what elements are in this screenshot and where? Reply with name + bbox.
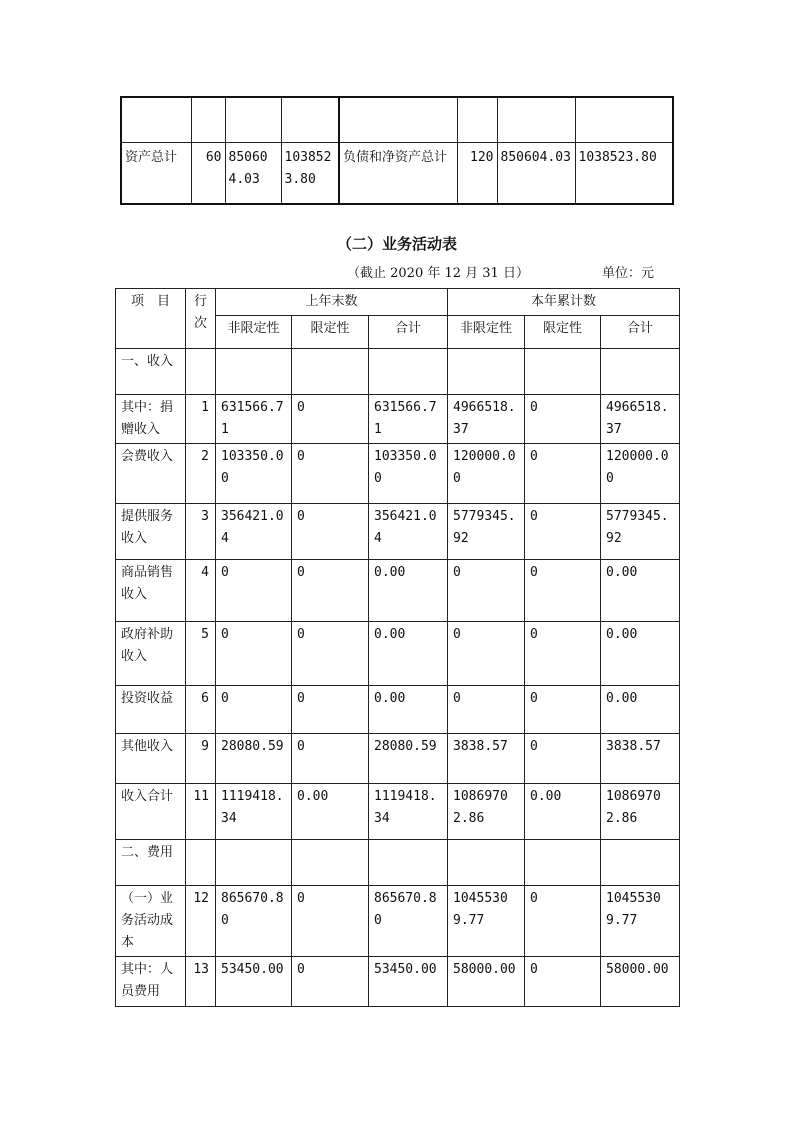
table-row — [121, 97, 673, 143]
activity-table-title: （二）业务活动表 — [336, 235, 457, 253]
this-unrestricted: 5779345.92 — [448, 504, 525, 560]
table-row — [116, 840, 680, 886]
this-unrestricted — [448, 840, 525, 886]
row-line: 2 — [186, 444, 216, 504]
assets-total-line: 60 — [191, 143, 225, 205]
prev-unrestricted: 53450.00 — [216, 957, 292, 1007]
this-total: 58000.00 — [601, 957, 680, 1007]
row-item: （一）业务活动成本 — [116, 886, 186, 957]
this-total — [601, 349, 680, 395]
this-total: 10869702.86 — [601, 784, 680, 840]
row-item: 收入合计 — [116, 784, 186, 840]
this-unrestricted: 4966518.37 — [448, 395, 525, 444]
header-prev-total: 合计 — [369, 316, 448, 349]
header-this-unrestricted: 非限定性 — [448, 316, 525, 349]
table-cell — [497, 97, 575, 143]
prev-restricted: 0 — [292, 504, 369, 560]
row-item: 会费收入 — [116, 444, 186, 504]
this-unrestricted: 120000.00 — [448, 444, 525, 504]
this-unrestricted — [448, 349, 525, 395]
this-total: 4966518.37 — [601, 395, 680, 444]
liabilities-total-end: 1038523.80 — [575, 143, 673, 205]
table-row — [116, 686, 680, 734]
table-row — [116, 886, 680, 957]
assets-total-end: 1038523.80 — [281, 143, 339, 205]
prev-total: 28080.59 — [369, 734, 448, 784]
this-total: 0.00 — [601, 560, 680, 622]
table-row — [116, 444, 680, 504]
this-total: 10455309.77 — [601, 886, 680, 957]
this-restricted: 0 — [525, 886, 601, 957]
liabilities-total-label: 负债和净资产总计 — [339, 143, 457, 205]
prev-restricted: 0 — [292, 734, 369, 784]
row-item: 商品销售收入 — [116, 560, 186, 622]
row-line — [186, 349, 216, 395]
row-item: 投资收益 — [116, 686, 186, 734]
this-total: 3838.57 — [601, 734, 680, 784]
this-unrestricted: 10869702.86 — [448, 784, 525, 840]
prev-unrestricted: 28080.59 — [216, 734, 292, 784]
activity-table-unit: 单位：元 — [602, 266, 655, 281]
prev-total: 0.00 — [369, 560, 448, 622]
prev-total: 631566.71 — [369, 395, 448, 444]
prev-unrestricted: 0 — [216, 560, 292, 622]
prev-unrestricted: 865670.80 — [216, 886, 292, 957]
row-item: 其他收入 — [116, 734, 186, 784]
table-row — [116, 622, 680, 686]
table-row — [116, 560, 680, 622]
assets-total-start: 850604.03 — [225, 143, 281, 205]
table-cell — [121, 97, 191, 143]
this-restricted: 0 — [525, 560, 601, 622]
row-line: 9 — [186, 734, 216, 784]
row-item: 其中：人员费用 — [116, 957, 186, 1007]
table-row — [116, 504, 680, 560]
this-restricted: 0 — [525, 686, 601, 734]
prev-total: 53450.00 — [369, 957, 448, 1007]
header-prev-restricted: 限定性 — [292, 316, 369, 349]
assets-total-label: 资产总计 — [121, 143, 191, 205]
row-item: 一、收入 — [116, 349, 186, 395]
prev-unrestricted — [216, 349, 292, 395]
table-row — [116, 395, 680, 444]
prev-restricted: 0 — [292, 444, 369, 504]
table-cell — [191, 97, 225, 143]
table-cell — [225, 97, 281, 143]
prev-restricted: 0 — [292, 957, 369, 1007]
this-restricted: 0 — [525, 444, 601, 504]
prev-total: 103350.00 — [369, 444, 448, 504]
table-cell — [457, 97, 497, 143]
row-item: 提供服务收入 — [116, 504, 186, 560]
table-cell — [339, 97, 457, 143]
activity-table-date: （截止 2020 年 12 月 31 日） — [347, 266, 529, 281]
table-row — [116, 957, 680, 1007]
prev-total: 356421.04 — [369, 504, 448, 560]
prev-unrestricted: 0 — [216, 686, 292, 734]
prev-restricted: 0.00 — [292, 784, 369, 840]
liabilities-total-line: 120 — [457, 143, 497, 205]
row-item: 二、费用 — [116, 840, 186, 886]
table-cell — [575, 97, 673, 143]
prev-total — [369, 840, 448, 886]
row-line: 12 — [186, 886, 216, 957]
balance-sheet-table — [120, 96, 674, 205]
header-prev-unrestricted: 非限定性 — [216, 316, 292, 349]
this-restricted: 0 — [525, 395, 601, 444]
prev-restricted: 0 — [292, 560, 369, 622]
this-total: 5779345.92 — [601, 504, 680, 560]
this-unrestricted: 58000.00 — [448, 957, 525, 1007]
prev-total: 1119418.34 — [369, 784, 448, 840]
prev-unrestricted — [216, 840, 292, 886]
prev-total: 0.00 — [369, 622, 448, 686]
table-header-row — [116, 289, 680, 316]
header-this-total: 合计 — [601, 316, 680, 349]
this-unrestricted: 0 — [448, 622, 525, 686]
table-row — [116, 734, 680, 784]
row-line — [186, 840, 216, 886]
this-restricted — [525, 349, 601, 395]
prev-total: 0.00 — [369, 686, 448, 734]
row-line: 3 — [186, 504, 216, 560]
prev-restricted — [292, 349, 369, 395]
this-unrestricted: 10455309.77 — [448, 886, 525, 957]
this-total: 0.00 — [601, 622, 680, 686]
prev-unrestricted: 1119418.34 — [216, 784, 292, 840]
prev-total: 865670.80 — [369, 886, 448, 957]
header-this-year: 本年累计数 — [448, 289, 680, 316]
header-line: 行次 — [186, 289, 216, 349]
header-this-restricted: 限定性 — [525, 316, 601, 349]
row-item: 其中：捐赠收入 — [116, 395, 186, 444]
liabilities-total-start: 850604.03 — [497, 143, 575, 205]
row-line: 11 — [186, 784, 216, 840]
prev-unrestricted: 356421.04 — [216, 504, 292, 560]
row-line: 6 — [186, 686, 216, 734]
prev-restricted: 0 — [292, 622, 369, 686]
prev-restricted: 0 — [292, 686, 369, 734]
table-row — [116, 784, 680, 840]
this-restricted: 0 — [525, 504, 601, 560]
this-unrestricted: 0 — [448, 560, 525, 622]
row-item: 政府补助收入 — [116, 622, 186, 686]
row-line: 5 — [186, 622, 216, 686]
row-line: 4 — [186, 560, 216, 622]
header-prev-year: 上年末数 — [216, 289, 448, 316]
prev-restricted: 0 — [292, 886, 369, 957]
this-total: 120000.00 — [601, 444, 680, 504]
this-total: 0.00 — [601, 686, 680, 734]
this-restricted: 0 — [525, 622, 601, 686]
this-restricted: 0 — [525, 734, 601, 784]
this-restricted — [525, 840, 601, 886]
this-unrestricted: 0 — [448, 686, 525, 734]
table-row — [116, 349, 680, 395]
prev-unrestricted: 631566.71 — [216, 395, 292, 444]
activity-table — [115, 288, 680, 1007]
prev-restricted — [292, 840, 369, 886]
row-line: 1 — [186, 395, 216, 444]
table-row — [121, 143, 673, 205]
prev-total — [369, 349, 448, 395]
this-restricted: 0.00 — [525, 784, 601, 840]
prev-unrestricted: 0 — [216, 622, 292, 686]
prev-unrestricted: 103350.00 — [216, 444, 292, 504]
prev-restricted: 0 — [292, 395, 369, 444]
table-cell — [281, 97, 339, 143]
this-restricted: 0 — [525, 957, 601, 1007]
header-item: 项 目 — [116, 289, 186, 349]
row-line: 13 — [186, 957, 216, 1007]
this-total — [601, 840, 680, 886]
this-unrestricted: 3838.57 — [448, 734, 525, 784]
